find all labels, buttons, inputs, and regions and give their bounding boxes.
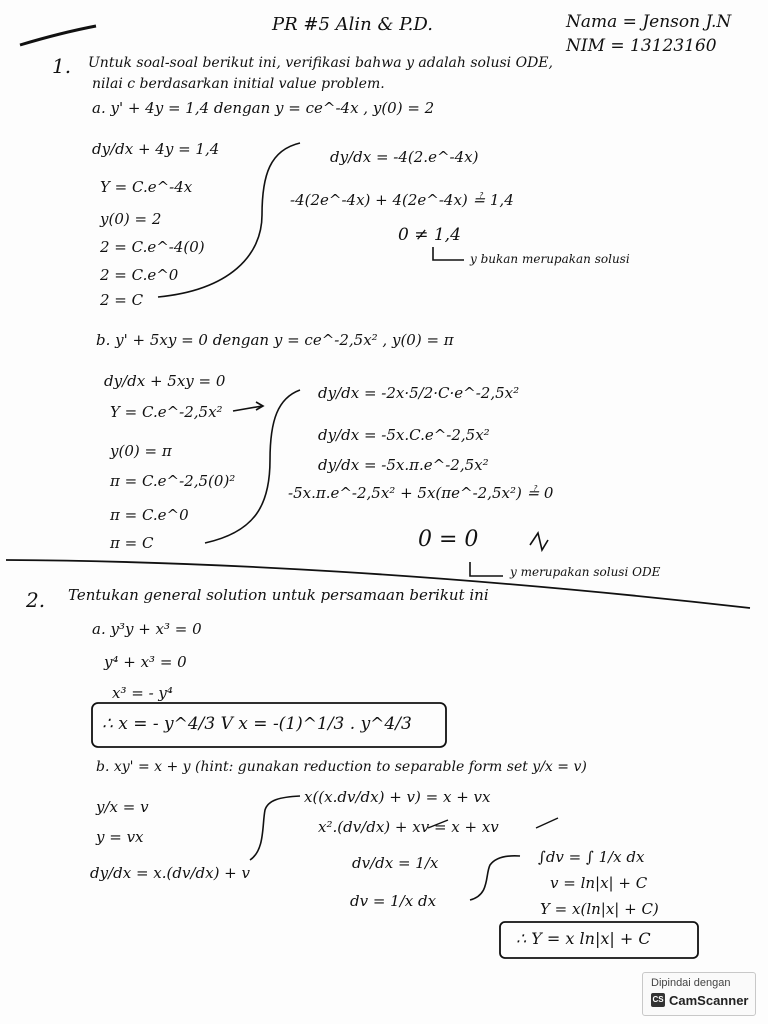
- student-nim: NIM = 13123160: [566, 36, 717, 56]
- q2b-middle-1: x((x.dv/dx) + v) = x + vx: [304, 788, 491, 806]
- top-left-pen-stroke: [20, 26, 96, 45]
- brace-2b-right: [470, 856, 520, 900]
- q2-number: 2.: [26, 588, 46, 612]
- student-name: Nama = Jenson J.N: [566, 12, 732, 32]
- q1a-left-4: 2 = C.e^-4(0): [100, 238, 205, 256]
- brace-2b: [250, 796, 300, 860]
- q1a-left-1: dy/dx + 4y = 1,4: [92, 140, 220, 158]
- q1b-right-4: -5x.π.e^-2,5x² + 5x(πe^-2,5x²) ≟ 0: [288, 484, 554, 502]
- q1a-left-6: 2 = C: [100, 291, 144, 309]
- q1a-left-3: y(0) = 2: [100, 210, 162, 228]
- q1b-left-4: π = C.e^-2,5(0)²: [110, 472, 236, 490]
- q2b-middle-2: x².(dv/dx) + xv = x + xv: [318, 818, 499, 836]
- q2a-answer: ∴ x = - y^4/3 V x = -(1)^1/3 . y^4/3: [102, 714, 412, 734]
- q1b-right-1: dy/dx = -2x·5/2·C·e^-2,5x²: [318, 384, 520, 402]
- q1b-right-5: 0 = 0: [418, 527, 479, 552]
- q2a-line-1: a. y³y + x³ = 0: [92, 620, 202, 638]
- q2-prompt: Tentukan general solution untuk persamaan berikut ini: [68, 586, 489, 604]
- q1b-right-2: dy/dx = -5x.C.e^-2,5x²: [318, 426, 490, 444]
- q1a-statement: a. y' + 4y = 1,4 dengan y = ce^-4x , y(0) = 2: [92, 99, 435, 117]
- q2b-statement: b. xy' = x + y (hint: gunakan reduction to separable form set y/x = v): [96, 759, 587, 775]
- q2a-line-2: y⁴ + x³ = 0: [104, 653, 187, 671]
- q1a-conclusion: y bukan merupakan solusi: [470, 252, 630, 266]
- arrow-1b: [233, 402, 263, 411]
- q1a-right-3: 0 ≠ 1,4: [398, 225, 461, 245]
- arrow-conclusion-1b: [470, 562, 503, 576]
- page-title: PR #5 Alin & P.D.: [272, 14, 433, 35]
- camscanner-logo-icon: CS: [651, 993, 665, 1007]
- q1a-left-5: 2 = C.e^0: [100, 266, 179, 284]
- watermark-caption: Dipindai dengan: [651, 977, 731, 989]
- q2b-left-1: y/x = v: [96, 798, 149, 816]
- q2a-line-3: x³ = - y⁴: [112, 684, 173, 702]
- q1-prompt-line1: Untuk soal-soal berikut ini, verifikasi bahwa y adalah solusi ODE,: [88, 55, 553, 71]
- q1b-left-1: dy/dx + 5xy = 0: [104, 372, 226, 390]
- q2b-left-3: dy/dx = x.(dv/dx) + v: [90, 864, 250, 882]
- q2b-left-2: y = vx: [96, 828, 144, 846]
- q1b-right-3: dy/dx = -5x.π.e^-2,5x²: [318, 456, 489, 474]
- q1-number: 1.: [52, 54, 72, 78]
- q2b-middle-4: dv = 1/x dx: [350, 892, 437, 910]
- q2b-right-1: ∫dv = ∫ 1/x dx: [538, 848, 645, 866]
- q1b-left-2: Y = C.e^-2,5x²: [110, 403, 223, 421]
- q2b-right-3: Y = x(ln|x| + C): [540, 900, 659, 918]
- q1a-left-2: Y = C.e^-4x: [100, 178, 193, 196]
- q1-prompt-line2: nilai c berdasarkan initial value problem.: [92, 76, 385, 92]
- q2b-right-2: v = ln|x| + C: [550, 874, 648, 892]
- q1b-left-5: π = C.e^0: [110, 506, 189, 524]
- q1a-right-1: dy/dx = -4(2.e^-4x): [330, 148, 479, 166]
- scanner-watermark: [642, 972, 756, 1016]
- watermark-brand: CamScanner: [669, 993, 749, 1008]
- q1b-left-3: y(0) = π: [110, 442, 172, 460]
- q1b-statement: b. y' + 5xy = 0 dengan y = ce^-2,5x² , y(0) = π: [96, 331, 454, 349]
- q2b-middle-3: dv/dx = 1/x: [352, 854, 439, 872]
- brace-1a: [158, 143, 300, 297]
- q1b-left-6: π = C: [110, 534, 154, 552]
- strike-xv-2: [536, 818, 558, 828]
- q1a-right-2: -4(2e^-4x) + 4(2e^-4x) ≟ 1,4: [290, 191, 514, 209]
- q1b-conclusion: y merupakan solusi ODE: [510, 565, 661, 579]
- q2b-answer: ∴ Y = x ln|x| + C: [516, 929, 651, 948]
- check-mark: [530, 533, 548, 550]
- arrow-conclusion-1a: [433, 247, 464, 260]
